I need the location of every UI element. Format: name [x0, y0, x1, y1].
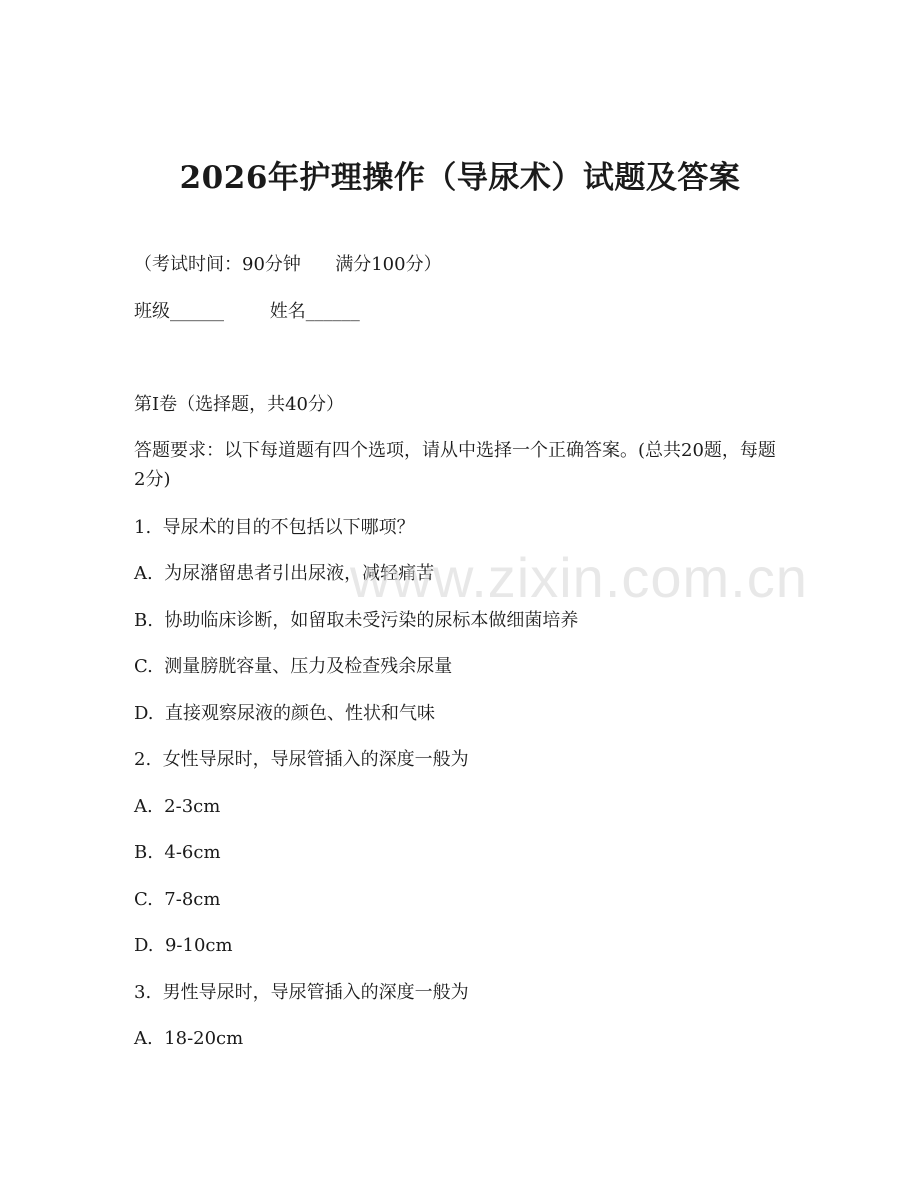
question-stem: 2. 女性导尿时，导尿管插入的深度一般为 — [134, 749, 469, 770]
instructions: 答题要求：以下每道题有四个选项，请从中选择一个正确答案。(总共20题，每题2分) — [134, 440, 776, 490]
question-option: A. 为尿潴留患者引出尿液，减轻痛苦 — [134, 563, 435, 584]
question-option: C. 测量膀胱容量、压力及检查残余尿量 — [134, 656, 453, 677]
question-option: A. 2-3cm — [134, 796, 221, 817]
question-stem: 3. 男性导尿时，导尿管插入的深度一般为 — [134, 982, 469, 1003]
question-option: A. 18-20cm — [134, 1028, 244, 1049]
question-option: D. 9-10cm — [134, 935, 233, 956]
question-stem: 1. 导尿术的目的不包括以下哪项？ — [134, 517, 415, 538]
watermark-text: www.zixin.com.cn — [350, 546, 808, 609]
question-option: B. 协助临床诊断，如留取未受污染的尿标本做细菌培养 — [134, 610, 579, 631]
exam-info: （考试时间：90分钟 满分100分） — [134, 254, 442, 275]
question-option: D. 直接观察尿液的颜色、性状和气味 — [134, 703, 435, 724]
question-option: B. 4-6cm — [134, 842, 221, 863]
question-option: C. 7-8cm — [134, 889, 221, 910]
document-title: 2026年护理操作（导尿术）试题及答案 — [179, 160, 741, 196]
class-name-line: 班级______ 姓名______ — [134, 301, 360, 322]
section-header: 第I卷（选择题，共40分） — [134, 394, 345, 415]
